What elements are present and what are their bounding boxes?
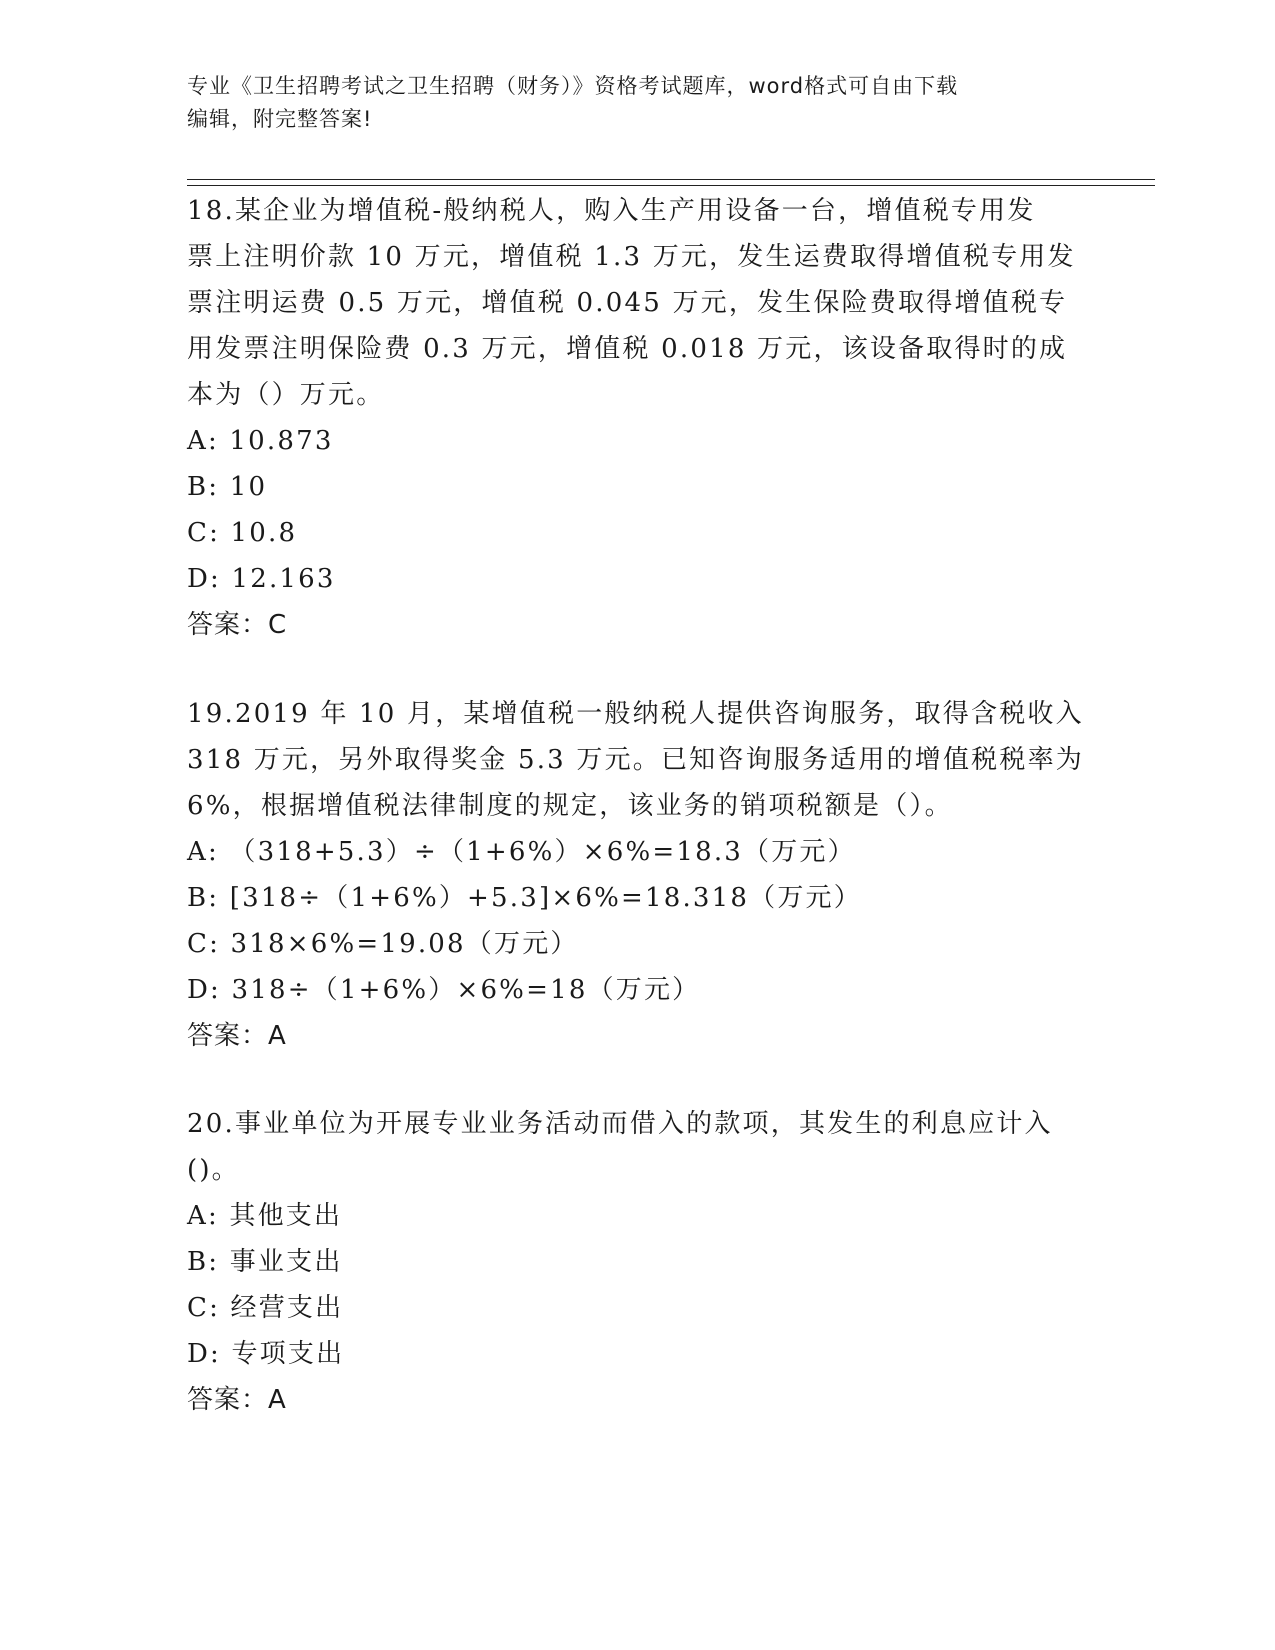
stem-line: 20.事业单位为开展专业业务活动而借入的款项，其发生的利息应计入 (187, 1109, 1053, 1139)
stem-line: 票注明运费 0.5 万元，增值税 0.045 万元，发生保险费取得增值税专 (187, 288, 1068, 318)
question-20 (187, 1101, 1087, 1423)
option-d: D: 专项支出 (187, 1339, 345, 1369)
header-divider-bottom (187, 185, 1155, 186)
stem-line: 票上注明价款 10 万元，增值税 1.3 万元，发生运费取得增值税专用发 (187, 242, 1076, 272)
option-c: C: 经营支出 (187, 1293, 344, 1323)
option-b: B: 事业支出 (187, 1247, 343, 1277)
option-b: B: 10 (187, 472, 268, 502)
answer-label: 答案：C (187, 610, 288, 640)
stem-line: 6%，根据增值税法律制度的规定，该业务的销项税额是（）。 (187, 791, 953, 821)
header-divider-top (187, 179, 1155, 180)
question-stem (187, 691, 1087, 829)
stem-line: 19.2019 年 10 月，某增值税一般纳税人提供咨询服务，取得含税收入 (187, 699, 1084, 729)
option-b: B: [318÷（1+6%）+5.3]×6%=18.318（万元） (187, 883, 862, 913)
option-c: C: 10.8 (187, 518, 298, 548)
option-a: A: 其他支出 (187, 1201, 343, 1231)
stem-line: 用发票注明保险费 0.3 万元，增值税 0.018 万元，该设备取得时的成 (187, 334, 1068, 364)
option-c: C: 318×6%=19.08（万元） (187, 929, 579, 959)
answer-label: 答案：A (187, 1385, 287, 1415)
question-stem (187, 1101, 1087, 1193)
document-header (187, 70, 1087, 136)
answer-label: 答案：A (187, 1021, 287, 1051)
question-18 (187, 188, 1087, 648)
header-line-1: 专业《卫生招聘考试之卫生招聘（财务）》资格考试题库，word格式可自由下载 (187, 74, 959, 98)
option-a: A: （318+5.3）÷（1+6%）×6%=18.3（万元） (187, 837, 856, 867)
stem-line: 18.某企业为增值税-般纳税人，购入生产用设备一台，增值税专用发 (187, 196, 1036, 226)
option-d: D: 12.163 (187, 564, 336, 594)
option-d: D: 318÷（1+6%）×6%=18（万元） (187, 975, 701, 1005)
option-a: A: 10.873 (187, 426, 334, 456)
stem-line: 318 万元，另外取得奖金 5.3 万元。已知咨询服务适用的增值税税率为 (187, 745, 1084, 775)
question-19 (187, 691, 1087, 1059)
stem-line: 本为（）万元。 (187, 380, 385, 410)
stem-line: ()。 (187, 1155, 240, 1185)
question-stem (187, 188, 1087, 418)
header-line-2: 编辑，附完整答案! (187, 107, 373, 131)
